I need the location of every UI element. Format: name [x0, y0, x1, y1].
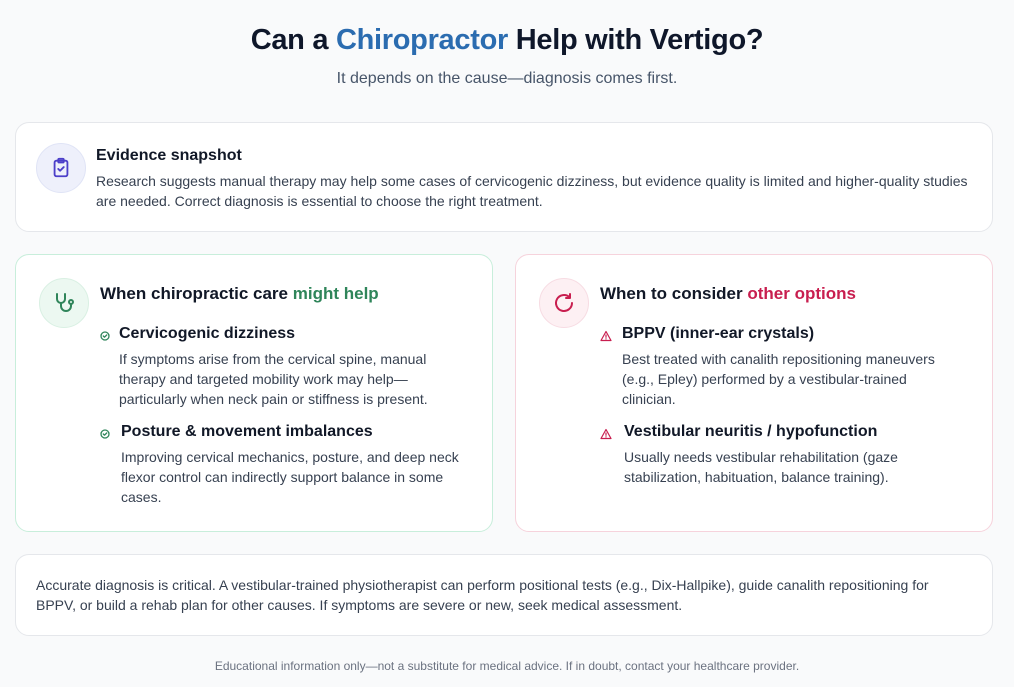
help-item-text: Improving cervical mechanics, posture, and deep neck flexor control can indirectly support balance in some cases. — [121, 449, 459, 505]
refresh-icon — [539, 278, 589, 328]
check-circle-icon — [99, 330, 111, 342]
help-heading — [100, 284, 379, 304]
title-part2: Help with Vertigo? — [507, 24, 764, 56]
help-heading-highlight: might help — [292, 284, 379, 303]
title-highlight: Chiropractor — [335, 24, 508, 56]
clipboard-check-icon — [36, 143, 86, 193]
check-circle-icon — [99, 428, 111, 440]
title-part1: Can a — [250, 24, 336, 56]
options-heading-highlight: other options — [747, 284, 856, 303]
help-item-title: Posture & movement imbalances — [121, 423, 373, 440]
warning-icon — [600, 428, 612, 440]
help-item-title: Cervicogenic dizziness — [119, 325, 296, 342]
warning-icon — [600, 330, 612, 342]
help-heading-text: When chiropractic care — [100, 284, 293, 303]
help-item-text: If symptoms arise from the cervical spine, manual therapy and targeted mobility work may help—particularly when neck pain or stiffness is present. — [119, 351, 428, 407]
options-item-text: Usually needs vestibular rehabilitation (gaze stabilization, habituation, balance training). — [624, 449, 898, 485]
evidence-heading: Evidence snapshot — [96, 147, 242, 164]
options-heading — [600, 284, 856, 304]
page-subtitle: It depends on the cause—diagnosis comes first. — [336, 70, 678, 87]
evidence-text: Research suggests manual therapy may help some cases of cervicogenic dizziness, but evidence quality is limited and higher-quality studies are needed. Correct diagnosis is essential to choose the right treatment. — [96, 173, 968, 209]
stethoscope-icon — [39, 278, 89, 328]
help-card — [15, 254, 493, 532]
options-item-title: Vestibular neuritis / hypofunction — [624, 423, 878, 440]
diagnosis-note-text: Accurate diagnosis is critical. A vestibular-trained physiotherapist can perform positional tests (e.g., Dix-Hallpike), guide canalith repositioning for BPPV, or build a rehab plan for other causes. If symptoms are severe or new, seek medical assessment. — [36, 577, 929, 613]
options-card — [515, 254, 993, 532]
diagnosis-note-card — [15, 554, 993, 636]
options-item-title: BPPV (inner-ear crystals) — [622, 325, 815, 342]
options-item-text: Best treated with canalith repositioning maneuvers (e.g., Epley) performed by a vestibular-trained clinician. — [622, 351, 935, 407]
page-title — [0, 24, 1014, 57]
options-heading-text: When to consider — [600, 284, 748, 303]
evidence-card — [15, 122, 993, 232]
footer-disclaimer: Educational information only—not a substitute for medical advice. If in doubt, contact your healthcare provider. — [214, 659, 800, 673]
